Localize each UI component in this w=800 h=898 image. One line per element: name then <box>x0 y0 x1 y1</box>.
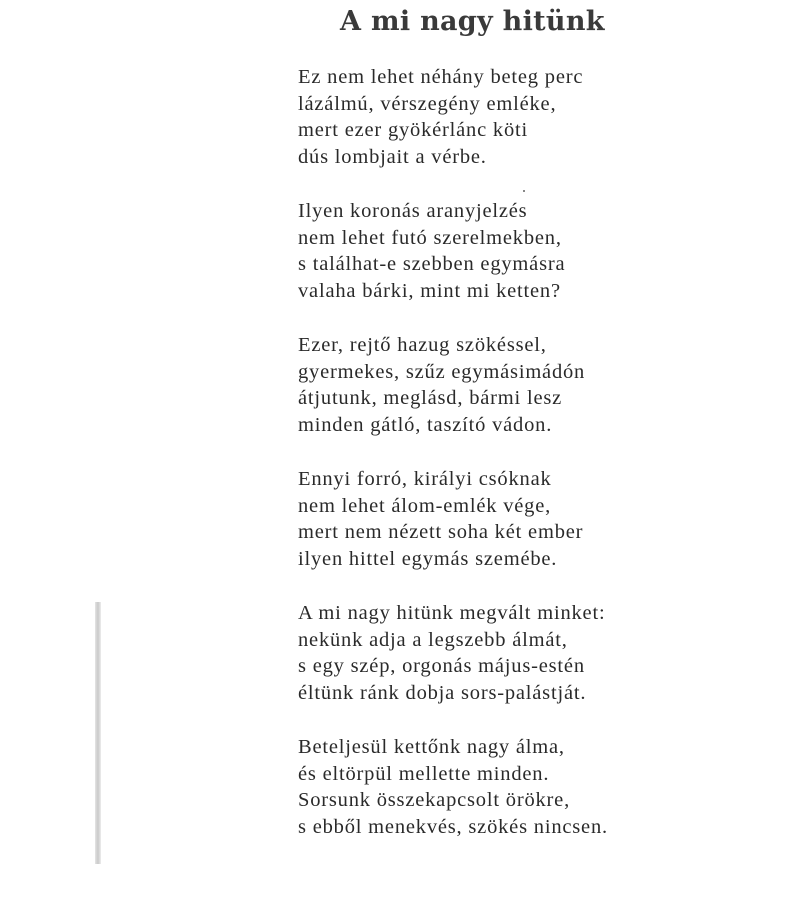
poem-line: s ebből menekvés, szökés nincsen. <box>298 815 608 838</box>
poem-line: Ezer, rejtő hazug szökéssel, <box>298 334 547 356</box>
poem-line: valaha bárki, mint mi ketten? <box>298 279 561 302</box>
stanza-3 <box>298 332 608 438</box>
poem-line: mert nem nézett soha két ember <box>298 521 584 543</box>
poem-line: nekünk adja a legszebb álmát, <box>298 628 568 651</box>
stanza-6 <box>298 734 608 840</box>
poem-line: s egy szép, orgonás május-estén <box>298 655 585 677</box>
poem-line: dús lombjait a vérbe. <box>298 145 487 168</box>
poem-body <box>298 64 608 868</box>
poem-line: Ez nem lehet néhány beteg perc <box>298 66 584 88</box>
poem-line: A mi nagy hitünk megvált minket: <box>298 602 606 624</box>
poem-line: átjutunk, meglásd, bármi lesz <box>298 387 563 409</box>
scan-edge-shadow <box>95 602 101 864</box>
scan-speck <box>523 190 525 192</box>
poem-line: Beteljesül kettőnk nagy álma, <box>298 736 565 758</box>
poem-line: s találhat-e szebben egymásra <box>298 253 566 275</box>
poem-line: lázálmú, vérszegény emléke, <box>298 92 557 115</box>
poem-line: Sorsunk összekapcsolt örökre, <box>298 789 571 811</box>
poem-line: mert ezer gyökérlánc köti <box>298 119 529 141</box>
poem-line: ilyen hittel egymás szemébe. <box>298 547 558 570</box>
stanza-2 <box>298 198 608 304</box>
stanza-5 <box>298 600 608 706</box>
poem-line: gyermekes, szűz egymásimádón <box>298 360 586 383</box>
stanza-1 <box>298 64 608 170</box>
poem-line: minden gátló, taszító vádon. <box>298 413 553 436</box>
poem-line: és eltörpül mellette minden. <box>298 762 550 785</box>
poem-line: Ennyi forró, királyi csóknak <box>298 468 552 490</box>
poem-title: A mi nagy hitünk <box>340 6 605 37</box>
poem-line: Ilyen koronás aranyjelzés <box>298 200 528 222</box>
poem-line: nem lehet álom-emlék vége, <box>298 494 552 517</box>
stanza-4 <box>298 466 608 572</box>
poem-line: éltünk ránk dobja sors-palástját. <box>298 681 587 704</box>
poem-line: nem lehet futó szerelmekben, <box>298 226 562 249</box>
